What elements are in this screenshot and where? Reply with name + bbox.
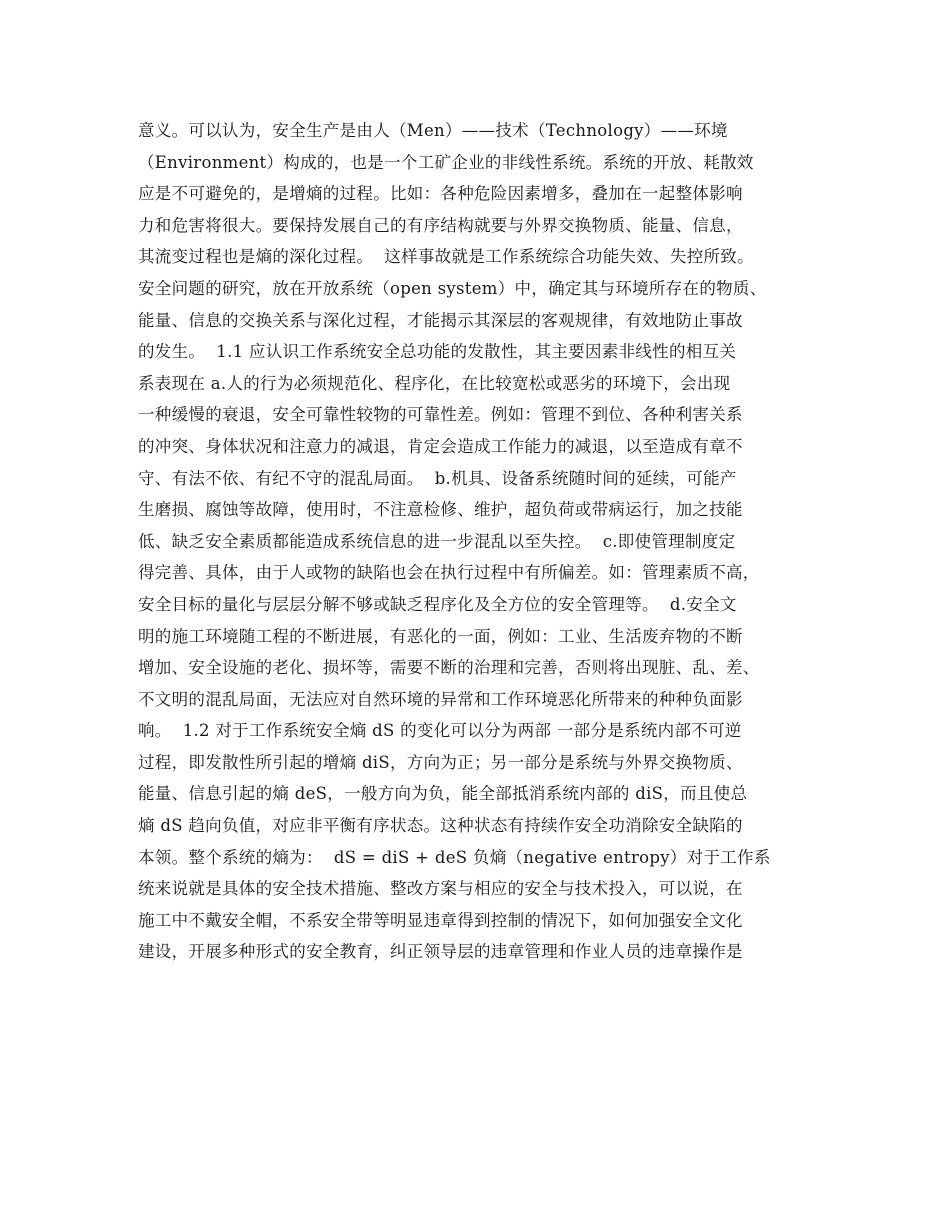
text-line: 过程，即发散性所引起的增熵 diS，方向为正；另一部分是系统与外界交换物质、 — [138, 752, 743, 772]
text-line: 低、缺乏安全素质都能造成系统信息的进一步混乱以至失控。 c.即使管理制度定 — [138, 531, 736, 551]
text-line: 应是不可避免的，是增熵的过程。比如：各种危险因素增多，叠加在一起整体影响 — [138, 184, 743, 204]
text-line: （Environment）构成的，也是一个工矿企业的非线性系统。系统的开放、耗散效 — [138, 152, 754, 172]
text-line: 不文明的混乱局面，无法应对自然环境的异常和工作环境恶化所带来的种种负面影 — [138, 689, 743, 709]
text-line: 统来说就是具体的安全技术措施、整改方案与相应的安全与技术投入，可以说，在 — [138, 879, 743, 899]
text-line: 本领。整个系统的熵为： dS = diS + deS 负熵（negative entropy）对于工作系 — [138, 847, 771, 867]
text-line: 建设，开展多种形式的安全教育，纠正领导层的违章管理和作业人员的违章操作是 — [138, 942, 743, 962]
text-line: 安全问题的研究，放在开放系统（open system）中，确定其与环境所存在的物质、 — [138, 278, 767, 298]
text-line: 的发生。 1.1 应认识工作系统安全总功能的发散性，其主要因素非线性的相互关 — [138, 342, 737, 362]
text-line: 施工中不戴安全帽，不系安全带等明显违章得到控制的情况下，如何加强安全文化 — [138, 910, 743, 930]
text-line: 增加、安全设施的老化、损坏等，需要不断的治理和完善，否则将出现脏、乱、差、 — [138, 658, 760, 678]
text-line: 明的施工环境随工程的不断进展，有恶化的一面，例如：工业、生活废弃物的不断 — [138, 626, 743, 646]
text-line: 熵 dS 趋向负值，对应非平衡有序状态。这种状态有持续作安全功消除安全缺陷的 — [138, 816, 743, 836]
text-line: 守、有法不依、有纪不守的混乱局面。 b.机具、设备系统随时间的延续，可能产 — [138, 468, 737, 488]
text-line: 意义。可以认为，安全生产是由人（Men）——技术（Technology）——环境 — [138, 121, 728, 140]
text-line: 安全目标的量化与层层分解不够或缺乏程序化及全方位的安全管理等。 d.安全文 — [138, 594, 737, 614]
text-line: 其流变过程也是熵的深化过程。 这样事故就是工作系统综合功能失效、失控所致。 — [138, 247, 754, 267]
text-line: 生磨损、腐蚀等故障，使用时，不注意检修、维护，超负荷或带病运行，加之技能 — [138, 500, 743, 520]
body-text — [138, 115, 828, 968]
text-line: 一种缓慢的衰退，安全可靠性较物的可靠性差。例如：管理不到位、各种利害关系 — [138, 405, 743, 425]
text-line: 力和危害将很大。要保持发展自己的有序结构就要与外界交换物质、能量、信息， — [138, 215, 743, 235]
text-line: 系表现在 a.人的行为必须规范化、程序化，在比较宽松或恶劣的环境下，会出现 — [138, 373, 731, 393]
text-line: 能量、信息引起的熵 deS，一般方向为负，能全部抵消系统内部的 diS，而且使总 — [138, 784, 748, 804]
text-line: 能量、信息的交换关系与深化过程，才能揭示其深层的客观规律，有效地防止事故 — [138, 310, 743, 330]
text-line: 得完善、具体，由于人或物的缺陷也会在执行过程中有所偏差。如：管理素质不高， — [138, 563, 760, 583]
text-line: 响。 1.2 对于工作系统安全熵 dS 的变化可以分为两部 一部分是系统内部不可逆 — [138, 721, 742, 741]
text-line: 的冲突、身体状况和注意力的减退，肯定会造成工作能力的减退，以至造成有章不 — [138, 436, 743, 456]
